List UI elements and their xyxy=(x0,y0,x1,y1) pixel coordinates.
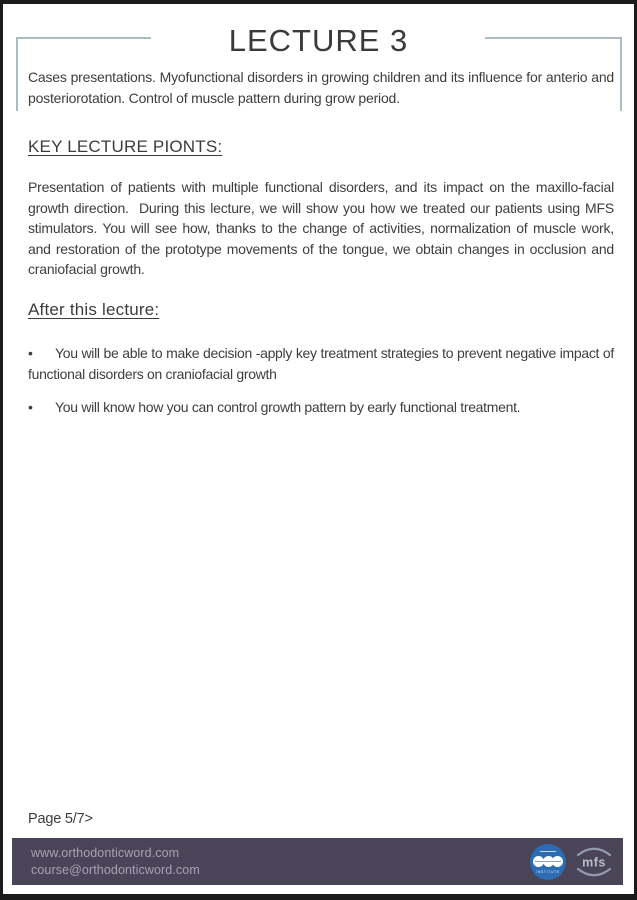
badge-three-circles-icon xyxy=(532,856,564,867)
bullet-text: You will be able to make decision -apply key treatment strategies to prevent negative impact of functional disorders on craniofacial growth xyxy=(28,345,614,382)
badge-institute-label: INSTITUTE xyxy=(536,869,560,874)
footer-bar xyxy=(12,838,623,885)
institute-badge-logo xyxy=(530,844,566,880)
mfs-text: mfs xyxy=(582,855,606,869)
bullet-item xyxy=(28,397,614,418)
page-number: Page 5/7> xyxy=(28,811,93,827)
mfs-logo xyxy=(574,842,614,882)
bullet-item xyxy=(28,343,614,385)
page-title: LECTURE 3 xyxy=(228,23,409,58)
intro-paragraph: Cases presentations. Myofunctional disorders in growing children and its influence for anterio and posteriorotation. Control of muscle pattern during grow period. xyxy=(28,69,614,106)
key-points-heading: KEY LECTURE PIONTS: xyxy=(28,137,223,156)
footer-contacts xyxy=(31,845,200,879)
footer-email: course@orthodonticword.com xyxy=(31,862,200,877)
bullet-text: You will know how you can control growth pattern by early functional treatment. xyxy=(55,399,521,415)
after-lecture-heading: After this lecture: xyxy=(28,300,160,319)
bullet-icon: • xyxy=(28,345,33,361)
after-lecture-bullet-list xyxy=(28,343,614,430)
badge-arc-text-placeholder xyxy=(540,851,556,853)
bullet-icon: • xyxy=(28,399,33,415)
footer-logos xyxy=(530,842,614,882)
key-points-body: Presentation of patients with multiple functional disorders, and its impact on the maxillo-facial growth direction. During this lecture, we will show you how we treated our patients using MFS stimulators. You will see how, thanks to the change of activities, normalization of muscle work, and restoration of the prototype movements of the tongue, we obtain changes in occlusion and craniofacial growth. xyxy=(28,179,614,278)
footer-website: www.orthodonticword.com xyxy=(31,845,180,860)
